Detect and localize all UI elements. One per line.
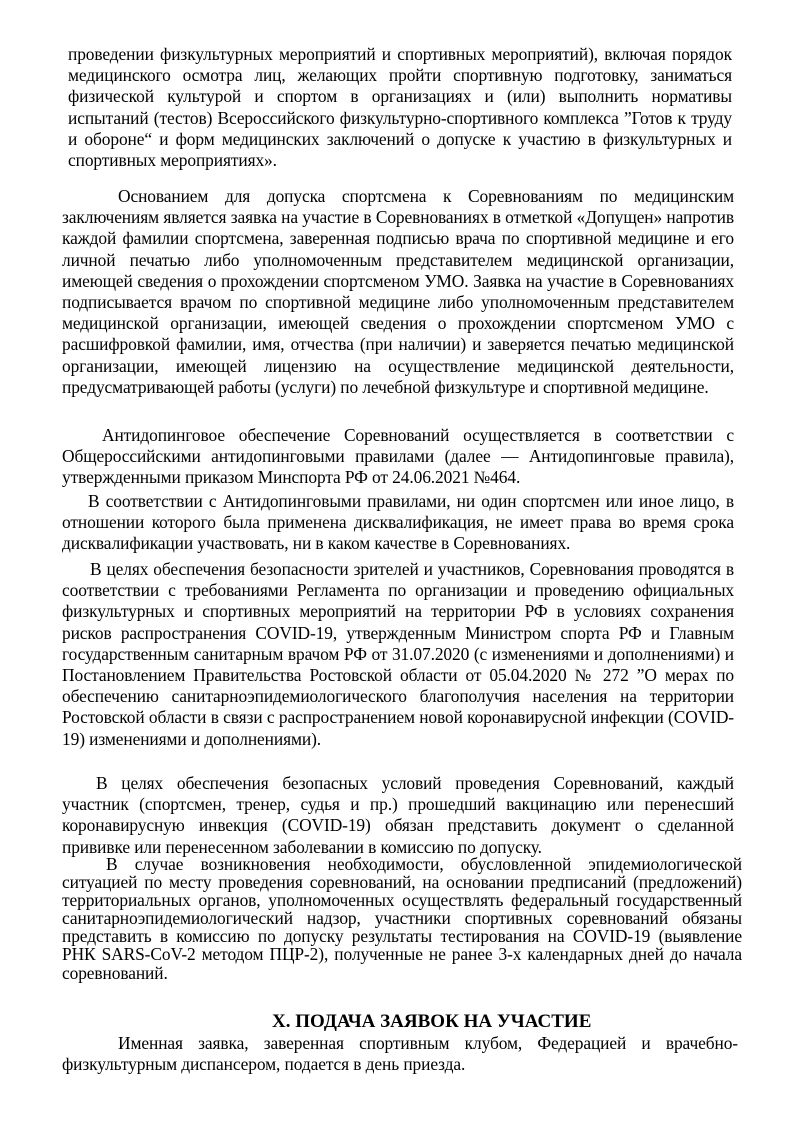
paragraph-text: В целях обеспечения безопасности зрителей и участников, Соревнования проводятся в соответствии с требованиями Регламента по организации и проведению официальных физкультурных и спортивных мероприятий на территории РФ в условиях сохранения рисков распространения COVID-19, утвержденным Министром спорта РФ и Главным государственным санитарным врачом РФ от 31.07.2020 (с изменениями и дополнениями) и Постановлением Правительства Ростовской области от 05.04.2020 № 272 ”О мерах по обеспечению санитарноэпидемиологического благополучия населения на территории Ростовской области в связи с распространением новой коронавирусной инфекции (COVID-19) изменениями и дополнениями). — [62, 559, 734, 749]
section-heading: X. ПОДАЧА ЗАЯВОК НА УЧАСТИЕ — [272, 1011, 592, 1032]
paragraph-text: В целях обеспечения безопасных условий проведения Соревнований, каждый участник (спортсмен, тренер, судья и пр.) прошедший вакцинацию или перенесший коронавирусную инвекция (COVID-19) обязан представить документ о сделанной прививке или перенесенном заболевании в комиссию по допуску. — [62, 773, 734, 857]
paragraph-covid-safety — [62, 559, 734, 750]
paragraph-text: Основанием для допуска спортсмена к Соревнованиям по медицинским заключениям является заявка на участие в Соревнованиях в отметкой «Допущен» напротив каждой фамилии спортсмена, заверенная подписью врача по спортивной медицине и его личной печатью либо уполномоченным представителем медицинской организации, имеющей сведения о прохождении спортсменом УМО. Заявка на участие в Соревнованиях подписывается врачом по спортивной медицине либо уполномоченным представителем медицинской организации, имеющей сведения о прохождении спортсменом УМО с расшифровкой фамилии, имя, отчества (при наличии) и заверяется печатью медицинской организации, имеющей лицензию на осуществление медицинской деятельности, предусматривающей работы (услуги) по лечебной физкультуре и спортивной медицине. — [62, 186, 734, 397]
paragraph-text: В случае возникновения необходимости, обусловленной эпидемиологической ситуацией по месту проведения соревнований, на основании предписаний (предложений) территориальных органов, уполномоченных осуществлять федеральный государственный санитарноэпидемиологический надзор, участники спортивных соревнований обязаны представить в комиссию по допуску результаты тестирования на COVID-19 (выявление РНК SARS-CoV-2 методом ПЦР-2), полученные не ранее 3-х календарных дней до начала соревнований. — [62, 854, 742, 983]
paragraph-text: проведении физкультурных мероприятий и спортивных мероприятий), включая порядок медицинского осмотра лиц, желающих пройти спортивную подготовку, заниматься физической культурой и спортом в организациях и (или) выполнить нормативы испытаний (тестов) Всероссийского физкультурно-спортивного комплекса ”Готов к труду и обороне“ и форм медицинских заключений о допуске к участию в физкультурных и спортивных мероприятиях». — [68, 44, 732, 171]
paragraph-text: В соответствии с Антидопинговыми правилами, ни один спортсмен или иное лицо, в отношении которого была применена дисквалификация, не имеет права во время срока дисквалификации участвовать, ни в каком качестве в Соревнованиях. — [62, 491, 734, 554]
paragraph-text: Именная заявка, заверенная спортивным клубом, Федерацией и врачебно-физкультурным диспансером, подается в день приезда. — [62, 1033, 738, 1075]
paragraph-application-submission — [62, 1033, 738, 1075]
paragraph-vaccination — [62, 773, 734, 858]
paragraph-covid-testing — [62, 855, 742, 982]
paragraph-admission-basis — [62, 186, 734, 398]
paragraph-medical-exam-order — [68, 44, 732, 171]
paragraph-text: Антидопинговое обеспечение Соревнований осуществляется в соответствии с Общероссийскими антидопинговыми правилами (далее — Антидопинговые правила), утвержденными приказом Минспорта РФ от 24.06.2021 №464. — [62, 425, 734, 488]
paragraph-antidoping-rules — [62, 491, 734, 555]
paragraph-antidoping-support — [62, 425, 734, 489]
